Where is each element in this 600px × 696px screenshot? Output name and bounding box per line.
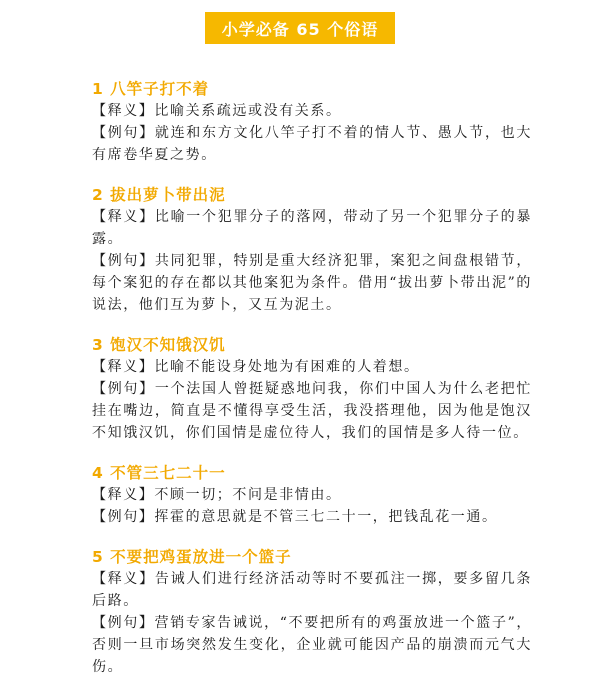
idiom-entry	[92, 184, 532, 316]
idiom-heading: 3 饱汉不知饿汉饥	[92, 336, 226, 354]
idiom-list	[92, 78, 532, 696]
idiom-heading: 1 八竿子打不着	[92, 80, 210, 98]
idiom-heading: 2 拔出萝卜带出泥	[92, 186, 226, 204]
idiom-entry	[92, 334, 532, 444]
idiom-entry	[92, 546, 532, 678]
page-title-banner	[205, 12, 395, 44]
idiom-entry	[92, 78, 532, 166]
idiom-example: 【例句】营销专家告诫说，“不要把所有的鸡蛋放进一个篮子”，否则一旦市场突然发生变化，企业就可能因产品的崩溃而元气大伤。	[92, 615, 532, 675]
idiom-meaning: 【释义】比喻关系疏远或没有关系。	[92, 103, 342, 119]
idiom-entry	[92, 462, 532, 528]
idiom-meaning: 【释义】告诫人们进行经济活动等时不要孤注一掷，要多留几条后路。	[92, 571, 532, 609]
idiom-meaning: 【释义】不顾一切；不问是非情由。	[92, 487, 342, 503]
idiom-heading: 4 不管三七二十一	[92, 464, 226, 482]
idiom-meaning: 【释义】比喻一个犯罪分子的落网，带动了另一个犯罪分子的暴露。	[92, 209, 532, 247]
page-title: 小学必备 65 个俗语	[221, 19, 379, 39]
idiom-example: 【例句】一个法国人曾挺疑惑地问我，你们中国人为什么老把忙挂在嘴边，简直是不懂得享受生活，我没搭理他，因为他是饱汉不知饿汉饥，你们国情是虚位待人，我们的国情是多人待一位。	[92, 381, 532, 441]
idiom-example: 【例句】挥霍的意思就是不管三七二十一，把钱乱花一通。	[92, 509, 498, 525]
idiom-example: 【例句】就连和东方文化八竿子打不着的情人节、愚人节，也大有席卷华夏之势。	[92, 125, 532, 163]
idiom-heading: 5 不要把鸡蛋放进一个篮子	[92, 548, 292, 566]
idiom-meaning: 【释义】比喻不能设身处地为有困难的人着想。	[92, 359, 420, 375]
idiom-example: 【例句】共同犯罪，特别是重大经济犯罪，案犯之间盘根错节，每个案犯的存在都以其他案犯为条件。借用“拔出萝卜带出泥”的说法，他们互为萝卜，又互为泥土。	[92, 253, 532, 313]
